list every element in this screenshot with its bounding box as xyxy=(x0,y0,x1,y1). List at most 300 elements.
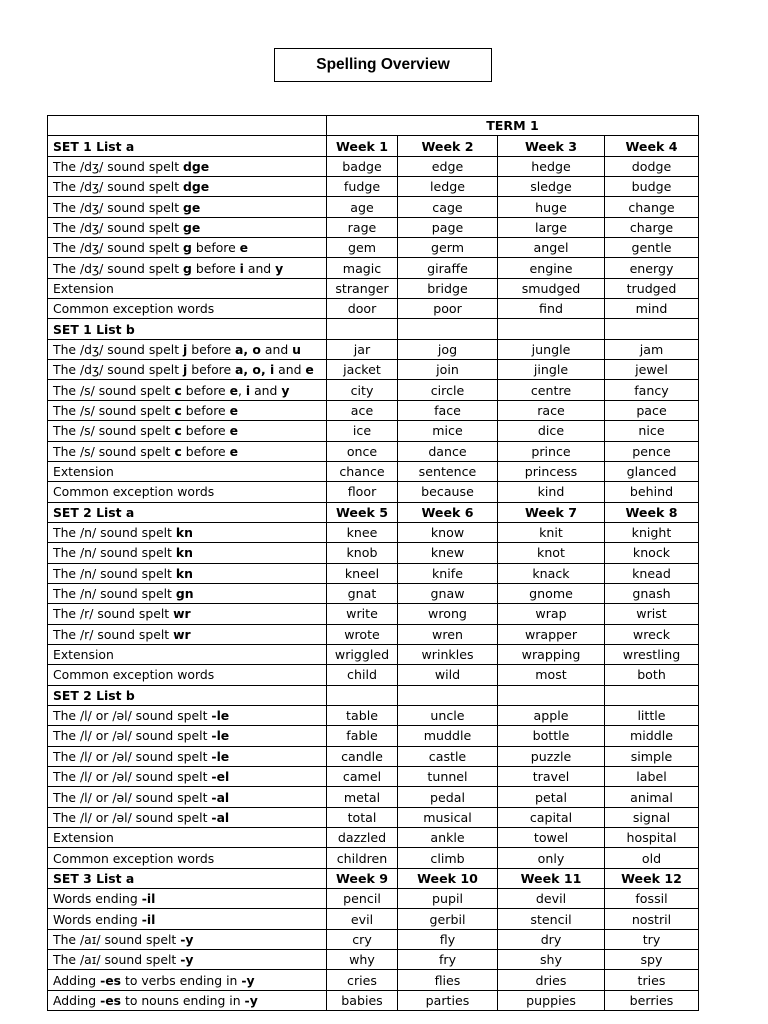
term-header-row xyxy=(48,116,699,136)
spelling-word: knot xyxy=(498,543,605,563)
spelling-word: jam xyxy=(605,339,699,359)
spelling-word: only xyxy=(498,848,605,868)
label-segment: before xyxy=(181,443,230,459)
spelling-word: once xyxy=(327,441,398,461)
spelling-word: mice xyxy=(398,421,498,441)
table-row xyxy=(48,705,699,725)
table-row xyxy=(48,441,699,461)
spelling-word: parties xyxy=(398,990,498,1010)
label-segment: u xyxy=(292,341,301,357)
spelling-word: magic xyxy=(327,258,398,278)
label-segment: Common exception words xyxy=(53,850,215,866)
term-header-blank xyxy=(48,116,327,136)
label-segment: The /l/ or /əl/ sound spelt xyxy=(53,728,212,744)
table-row xyxy=(48,990,699,1010)
week-heading: Week 2 xyxy=(398,136,498,156)
spelling-word: pence xyxy=(605,441,699,461)
row-label xyxy=(48,970,327,990)
spelling-word: wild xyxy=(398,665,498,685)
label-segment: g xyxy=(183,260,192,276)
spelling-word: flies xyxy=(398,970,498,990)
label-segment: -y xyxy=(180,931,194,947)
set-header-row xyxy=(48,319,699,339)
spelling-word: pupil xyxy=(398,889,498,909)
spelling-word: because xyxy=(398,482,498,502)
week-heading: Week 3 xyxy=(498,136,605,156)
label-segment: ge xyxy=(183,219,201,235)
spelling-word: charge xyxy=(605,217,699,237)
label-segment: gn xyxy=(175,586,194,602)
label-segment: The /l/ or /əl/ sound spelt xyxy=(53,809,212,825)
label-segment: The /s/ sound spelt xyxy=(53,382,175,398)
table-row xyxy=(48,950,699,970)
label-segment: y xyxy=(281,382,290,398)
table-row xyxy=(48,726,699,746)
label-segment: before xyxy=(187,341,236,357)
spelling-word: wreck xyxy=(605,624,699,644)
label-segment: to verbs ending in xyxy=(121,972,242,988)
spelling-word: wrap xyxy=(498,604,605,624)
spelling-word: chance xyxy=(327,461,398,481)
spelling-table xyxy=(47,115,699,1011)
week-heading: Week 12 xyxy=(605,868,699,888)
label-segment: y xyxy=(275,260,284,276)
spelling-word: old xyxy=(605,848,699,868)
spelling-word: door xyxy=(327,299,398,319)
row-label xyxy=(48,461,327,481)
row-label xyxy=(48,644,327,664)
spelling-word: glanced xyxy=(605,461,699,481)
spelling-word: total xyxy=(327,807,398,827)
label-segment: Words ending xyxy=(53,891,142,907)
label-segment: The /l/ or /əl/ sound spelt xyxy=(53,708,212,724)
spelling-word: metal xyxy=(327,787,398,807)
row-label xyxy=(48,604,327,624)
label-segment: The /s/ sound spelt xyxy=(53,423,175,439)
label-segment: The /r/ sound spelt xyxy=(53,606,174,622)
label-segment: e xyxy=(229,402,238,418)
spelling-word: face xyxy=(398,400,498,420)
label-segment: i xyxy=(245,382,251,398)
label-segment: -al xyxy=(211,809,230,825)
label-segment: -es xyxy=(100,992,122,1008)
label-segment: dge xyxy=(183,179,210,195)
week-heading: Week 10 xyxy=(398,868,498,888)
label-segment: The /l/ or /əl/ sound spelt xyxy=(53,789,212,805)
label-segment: g xyxy=(183,240,192,256)
label-segment: Words ending xyxy=(53,911,142,927)
spelling-word: budge xyxy=(605,177,699,197)
spelling-word: dance xyxy=(398,441,498,461)
spelling-word: both xyxy=(605,665,699,685)
set-header-row xyxy=(48,685,699,705)
spelling-word: dry xyxy=(498,929,605,949)
row-label xyxy=(48,360,327,380)
label-segment: The /dʒ/ sound spelt xyxy=(53,240,184,256)
spelling-word: ankle xyxy=(398,828,498,848)
spelling-word: petal xyxy=(498,787,605,807)
week-heading xyxy=(398,319,498,339)
spelling-word: animal xyxy=(605,787,699,807)
spelling-word: try xyxy=(605,929,699,949)
label-segment: a, o, i xyxy=(235,362,275,378)
spelling-word: tunnel xyxy=(398,767,498,787)
label-segment: Common exception words xyxy=(53,484,215,500)
table-row xyxy=(48,624,699,644)
table-row xyxy=(48,278,699,298)
label-segment: before xyxy=(181,402,230,418)
spelling-word: middle xyxy=(605,726,699,746)
spelling-word: gnash xyxy=(605,583,699,603)
label-segment: The /aɪ/ sound spelt xyxy=(53,931,181,947)
spelling-word: stranger xyxy=(327,278,398,298)
row-label xyxy=(48,583,327,603)
table-row xyxy=(48,421,699,441)
label-segment: SET 2 List a xyxy=(53,504,135,520)
label-segment: and xyxy=(260,341,293,357)
row-label xyxy=(48,807,327,827)
spelling-word: castle xyxy=(398,746,498,766)
week-heading xyxy=(498,319,605,339)
spelling-word: jacket xyxy=(327,360,398,380)
table-row xyxy=(48,644,699,664)
spelling-word: smudged xyxy=(498,278,605,298)
row-label xyxy=(48,889,327,909)
spelling-word: prince xyxy=(498,441,605,461)
spelling-word: page xyxy=(398,217,498,237)
week-heading: Week 7 xyxy=(498,502,605,522)
spelling-word: fry xyxy=(398,950,498,970)
label-segment: to nouns ending in xyxy=(121,992,245,1008)
label-segment: -le xyxy=(211,748,230,764)
row-label xyxy=(48,624,327,644)
label-segment: and xyxy=(274,362,306,378)
table-row xyxy=(48,217,699,237)
row-label xyxy=(48,258,327,278)
label-segment: -y xyxy=(244,992,258,1008)
spelling-word: large xyxy=(498,217,605,237)
spelling-word: fable xyxy=(327,726,398,746)
label-segment: a, o xyxy=(235,341,261,357)
spelling-word: dazzled xyxy=(327,828,398,848)
spelling-word: centre xyxy=(498,380,605,400)
spelling-word: knife xyxy=(398,563,498,583)
spelling-word: knew xyxy=(398,543,498,563)
spelling-word: sentence xyxy=(398,461,498,481)
spelling-word: kind xyxy=(498,482,605,502)
spelling-word: simple xyxy=(605,746,699,766)
spelling-word: knead xyxy=(605,563,699,583)
row-label xyxy=(48,665,327,685)
spelling-word: bridge xyxy=(398,278,498,298)
table-row xyxy=(48,563,699,583)
table-row xyxy=(48,848,699,868)
label-segment: Common exception words xyxy=(53,301,215,317)
spelling-word: jar xyxy=(327,339,398,359)
table-row xyxy=(48,767,699,787)
spelling-word: babies xyxy=(327,990,398,1010)
row-label xyxy=(48,380,327,400)
spelling-word: fossil xyxy=(605,889,699,909)
row-label xyxy=(48,848,327,868)
row-label xyxy=(48,400,327,420)
row-label xyxy=(48,909,327,929)
label-segment: i xyxy=(239,260,244,276)
label-segment: Adding xyxy=(53,992,101,1008)
label-segment: The /dʒ/ sound spelt xyxy=(53,362,184,378)
week-heading xyxy=(327,685,398,705)
row-label xyxy=(48,441,327,461)
row-label xyxy=(48,421,327,441)
table-row xyxy=(48,909,699,929)
spelling-word: edge xyxy=(398,156,498,176)
table-row xyxy=(48,604,699,624)
spelling-word: travel xyxy=(498,767,605,787)
spelling-word: ice xyxy=(327,421,398,441)
table-row xyxy=(48,177,699,197)
label-segment: The /dʒ/ sound spelt xyxy=(53,219,184,235)
table-row xyxy=(48,156,699,176)
spelling-word: know xyxy=(398,522,498,542)
week-heading: Week 6 xyxy=(398,502,498,522)
spelling-word: puzzle xyxy=(498,746,605,766)
table-row xyxy=(48,665,699,685)
spelling-word: little xyxy=(605,705,699,725)
row-label xyxy=(48,522,327,542)
spelling-word: join xyxy=(398,360,498,380)
row-label xyxy=(48,482,327,502)
set-header-row xyxy=(48,136,699,156)
table-row xyxy=(48,461,699,481)
table-row xyxy=(48,380,699,400)
label-segment: c xyxy=(174,423,182,439)
label-segment: and xyxy=(243,260,276,276)
spelling-word: jewel xyxy=(605,360,699,380)
row-label xyxy=(48,299,327,319)
row-label xyxy=(48,929,327,949)
spelling-word: knit xyxy=(498,522,605,542)
spelling-word: fly xyxy=(398,929,498,949)
spelling-word: floor xyxy=(327,482,398,502)
spelling-word: race xyxy=(498,400,605,420)
set-header-row xyxy=(48,868,699,888)
row-label xyxy=(48,787,327,807)
label-segment: c xyxy=(174,402,182,418)
spelling-word: nice xyxy=(605,421,699,441)
spelling-word: gnat xyxy=(327,583,398,603)
spelling-word: musical xyxy=(398,807,498,827)
label-segment: c xyxy=(174,382,182,398)
row-label xyxy=(48,990,327,1010)
label-segment: before xyxy=(191,240,240,256)
spelling-word: hospital xyxy=(605,828,699,848)
spelling-word: capital xyxy=(498,807,605,827)
spelling-word: dries xyxy=(498,970,605,990)
label-segment: The /dʒ/ sound spelt xyxy=(53,341,184,357)
table-row xyxy=(48,299,699,319)
spelling-word: spy xyxy=(605,950,699,970)
table-row xyxy=(48,360,699,380)
label-segment: ge xyxy=(183,199,201,215)
row-label xyxy=(48,197,327,217)
table-row xyxy=(48,929,699,949)
spelling-word: nostril xyxy=(605,909,699,929)
spelling-word: uncle xyxy=(398,705,498,725)
spelling-word: wrist xyxy=(605,604,699,624)
spelling-word: wriggled xyxy=(327,644,398,664)
spelling-word: behind xyxy=(605,482,699,502)
label-segment: Adding xyxy=(53,972,101,988)
spelling-word: knack xyxy=(498,563,605,583)
spelling-word: shy xyxy=(498,950,605,970)
label-segment: -y xyxy=(241,972,255,988)
label-segment: SET 2 List b xyxy=(53,687,135,703)
row-label xyxy=(48,726,327,746)
spelling-word: write xyxy=(327,604,398,624)
spelling-word: germ xyxy=(398,238,498,258)
label-segment: The /r/ sound spelt xyxy=(53,626,174,642)
spelling-word: fancy xyxy=(605,380,699,400)
spelling-word: knight xyxy=(605,522,699,542)
spelling-word: wrong xyxy=(398,604,498,624)
spelling-word: gnaw xyxy=(398,583,498,603)
spelling-word: pencil xyxy=(327,889,398,909)
label-segment: e xyxy=(229,443,238,459)
label-segment: The /n/ sound spelt xyxy=(53,545,176,561)
spelling-word: berries xyxy=(605,990,699,1010)
spelling-word: princess xyxy=(498,461,605,481)
label-segment: e xyxy=(305,362,314,378)
label-segment: kn xyxy=(175,545,193,561)
row-label xyxy=(48,238,327,258)
spelling-word: cries xyxy=(327,970,398,990)
label-segment: The /dʒ/ sound spelt xyxy=(53,199,184,215)
spelling-word: circle xyxy=(398,380,498,400)
spelling-word: pedal xyxy=(398,787,498,807)
table-row xyxy=(48,889,699,909)
table-row xyxy=(48,258,699,278)
label-segment: The /n/ sound spelt xyxy=(53,525,176,541)
label-segment: e xyxy=(239,240,249,256)
spelling-word: most xyxy=(498,665,605,685)
spelling-word: mind xyxy=(605,299,699,319)
label-segment: before xyxy=(187,362,236,378)
spelling-word: gnome xyxy=(498,583,605,603)
table-row xyxy=(48,543,699,563)
week-heading xyxy=(605,319,699,339)
label-segment: kn xyxy=(175,525,193,541)
spelling-word: bottle xyxy=(498,726,605,746)
label-segment: The /s/ sound spelt xyxy=(53,402,175,418)
label-segment: Extension xyxy=(53,647,114,663)
row-label xyxy=(48,543,327,563)
row-label xyxy=(48,685,327,705)
spelling-word: puppies xyxy=(498,990,605,1010)
spelling-word: label xyxy=(605,767,699,787)
label-segment: The /l/ or /əl/ sound spelt xyxy=(53,748,212,764)
spelling-word: muddle xyxy=(398,726,498,746)
spelling-word: fudge xyxy=(327,177,398,197)
spelling-word: pace xyxy=(605,400,699,420)
table-row xyxy=(48,339,699,359)
label-segment: dge xyxy=(183,158,210,174)
spelling-word: dodge xyxy=(605,156,699,176)
row-label xyxy=(48,746,327,766)
spelling-word: poor xyxy=(398,299,498,319)
week-heading: Week 4 xyxy=(605,136,699,156)
spelling-word: wrote xyxy=(327,624,398,644)
spelling-word: tries xyxy=(605,970,699,990)
table-row xyxy=(48,828,699,848)
label-segment: -le xyxy=(211,728,230,744)
row-label xyxy=(48,868,327,888)
spelling-word: stencil xyxy=(498,909,605,929)
label-segment: The /dʒ/ sound spelt xyxy=(53,179,184,195)
spelling-word: jog xyxy=(398,339,498,359)
spelling-word: devil xyxy=(498,889,605,909)
spelling-word: cry xyxy=(327,929,398,949)
label-segment: The /n/ sound spelt xyxy=(53,586,176,602)
spelling-word: child xyxy=(327,665,398,685)
label-segment: The /s/ sound spelt xyxy=(53,443,175,459)
label-segment: and xyxy=(250,382,282,398)
week-heading: Week 1 xyxy=(327,136,398,156)
label-segment: -le xyxy=(211,708,230,724)
spelling-word: angel xyxy=(498,238,605,258)
label-segment: before xyxy=(191,260,240,276)
label-segment: The /aɪ/ sound spelt xyxy=(53,952,181,968)
spelling-word: rage xyxy=(327,217,398,237)
label-segment: kn xyxy=(175,565,193,581)
spelling-word: age xyxy=(327,197,398,217)
spelling-word: knock xyxy=(605,543,699,563)
spelling-word: why xyxy=(327,950,398,970)
table-row xyxy=(48,197,699,217)
spelling-word: hedge xyxy=(498,156,605,176)
table-row xyxy=(48,238,699,258)
label-segment: Extension xyxy=(53,464,114,480)
label-segment: The /n/ sound spelt xyxy=(53,565,176,581)
table-row xyxy=(48,787,699,807)
set-header-row xyxy=(48,502,699,522)
week-heading xyxy=(605,685,699,705)
table-row xyxy=(48,482,699,502)
spelling-word: dice xyxy=(498,421,605,441)
week-heading xyxy=(498,685,605,705)
spelling-word: children xyxy=(327,848,398,868)
row-label xyxy=(48,177,327,197)
row-label xyxy=(48,502,327,522)
spelling-word: huge xyxy=(498,197,605,217)
week-heading: Week 11 xyxy=(498,868,605,888)
spelling-word: wrinkles xyxy=(398,644,498,664)
table-row xyxy=(48,807,699,827)
label-segment: before xyxy=(181,423,230,439)
spelling-word: evil xyxy=(327,909,398,929)
label-segment: j xyxy=(183,362,188,378)
row-label xyxy=(48,767,327,787)
spelling-word: city xyxy=(327,380,398,400)
page-title: Spelling Overview xyxy=(274,48,492,82)
spelling-word: towel xyxy=(498,828,605,848)
label-segment: j xyxy=(183,341,188,357)
spelling-word: wrapper xyxy=(498,624,605,644)
spelling-word: gem xyxy=(327,238,398,258)
label-segment: wr xyxy=(173,606,191,622)
label-segment: e xyxy=(229,423,238,439)
row-label xyxy=(48,705,327,725)
table-row xyxy=(48,522,699,542)
